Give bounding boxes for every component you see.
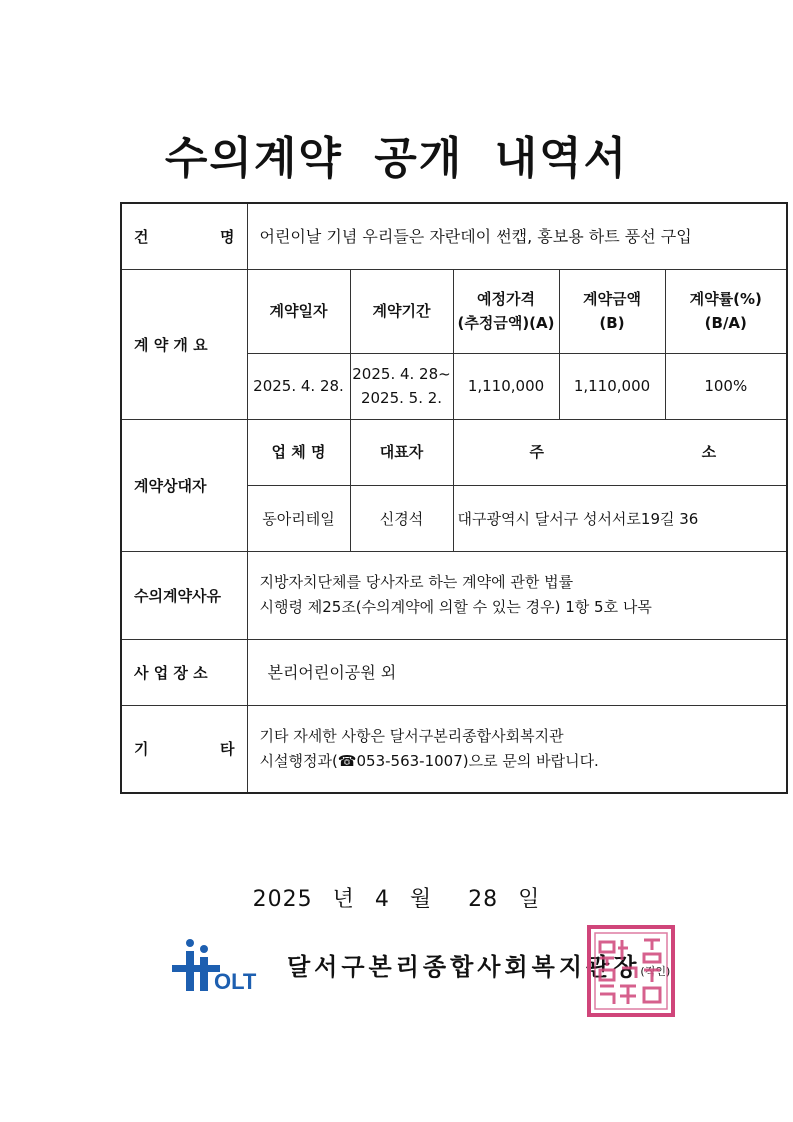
- header-contract-date: 계약일자: [247, 269, 350, 353]
- header-address-a: 주: [529, 443, 544, 461]
- period-start: 2025. 4. 28~: [352, 365, 451, 383]
- header-contract-amount-2: (B): [599, 314, 625, 332]
- header-contract-period: 계약기간: [350, 269, 453, 353]
- date-day: 28: [468, 887, 499, 912]
- header-address-b: 소: [701, 443, 717, 461]
- document-date: [0, 882, 793, 913]
- place-row: [121, 639, 787, 705]
- header-address: [453, 419, 787, 485]
- date-year-unit: 년: [332, 887, 355, 912]
- subject-label-b: 명: [220, 227, 235, 246]
- header-estimated-price-2: (추정금액)(A): [457, 314, 555, 332]
- place-value: 본리어린이공원 외: [247, 639, 787, 705]
- etc-label-b: 타: [220, 740, 235, 759]
- counterparty-label: 계약상대자: [121, 419, 247, 551]
- page-title: 수의계약 공개 내역서: [164, 133, 629, 184]
- subject-row: [121, 203, 787, 269]
- welfare-center-logo-icon: [170, 937, 270, 997]
- reason-line-1: 지방자치단체를 당사자로 하는 계약에 관한 법률: [259, 573, 574, 591]
- seal-note: (직인): [640, 965, 671, 978]
- overview-label: 계 약 개 요: [121, 269, 247, 419]
- date-day-unit: 일: [518, 887, 541, 912]
- reason-row: [121, 551, 787, 639]
- subject-label-a: 건: [134, 227, 149, 246]
- address: 대구광역시 달서구 성서서로19길 36: [453, 485, 787, 551]
- period-end: 2025. 5. 2.: [360, 389, 443, 407]
- place-label: 사 업 장 소: [121, 639, 247, 705]
- header-contract-rate: [665, 269, 787, 353]
- etc-line-1: 기타 자세한 사항은 달서구본리종합사회복지관: [259, 726, 564, 745]
- subject-value: 어린이날 기념 우리들은 자란데이 썬캡, 홍보용 하트 풍선 구입: [247, 203, 787, 269]
- reason-label: 수의계약사유: [121, 551, 247, 639]
- contract-date: 2025. 4. 28.: [247, 353, 350, 419]
- header-estimated-price: [453, 269, 559, 353]
- overview-header-row: [121, 269, 787, 353]
- header-contract-rate-1: 계약률(%): [689, 290, 762, 308]
- date-year: 2025: [252, 887, 313, 912]
- contract-table: [120, 202, 788, 794]
- reason-line-2: 시행령 제25조(수의계약에 의할 수 있는 경우) 1항 5호 나목: [259, 598, 652, 616]
- issuer-name-text: 달서구본리종합사회복지관장: [287, 953, 641, 981]
- contract-period: [350, 353, 453, 419]
- header-representative: 대표자: [350, 419, 453, 485]
- date-month-unit: 월: [409, 887, 433, 912]
- header-company: 업 체 명: [247, 419, 350, 485]
- date-month: 4: [374, 887, 390, 912]
- contract-rate: 100%: [665, 353, 787, 419]
- official-seal-icon: [586, 924, 676, 1018]
- etc-line-2: 시설행정과(☎053-563-1007)으로 문의 바랍니다.: [259, 751, 599, 770]
- etc-row: [121, 705, 787, 793]
- etc-value: [247, 705, 787, 793]
- company-name: 동아리테일: [247, 485, 350, 551]
- header-estimated-price-1: 예정가격: [477, 290, 535, 308]
- reason-value: [247, 551, 787, 639]
- contract-amount: 1,110,000: [559, 353, 665, 419]
- counterparty-header-row: [121, 419, 787, 485]
- estimated-price: 1,110,000: [453, 353, 559, 419]
- etc-label-a: 기: [134, 740, 149, 759]
- header-contract-amount-1: 계약금액: [583, 290, 641, 308]
- header-contract-amount: [559, 269, 665, 353]
- header-contract-rate-2: (B/A): [704, 314, 747, 332]
- etc-label: [121, 705, 247, 793]
- logo-text: OLT: [214, 969, 257, 994]
- subject-label: [121, 203, 247, 269]
- representative: 신경석: [350, 485, 453, 551]
